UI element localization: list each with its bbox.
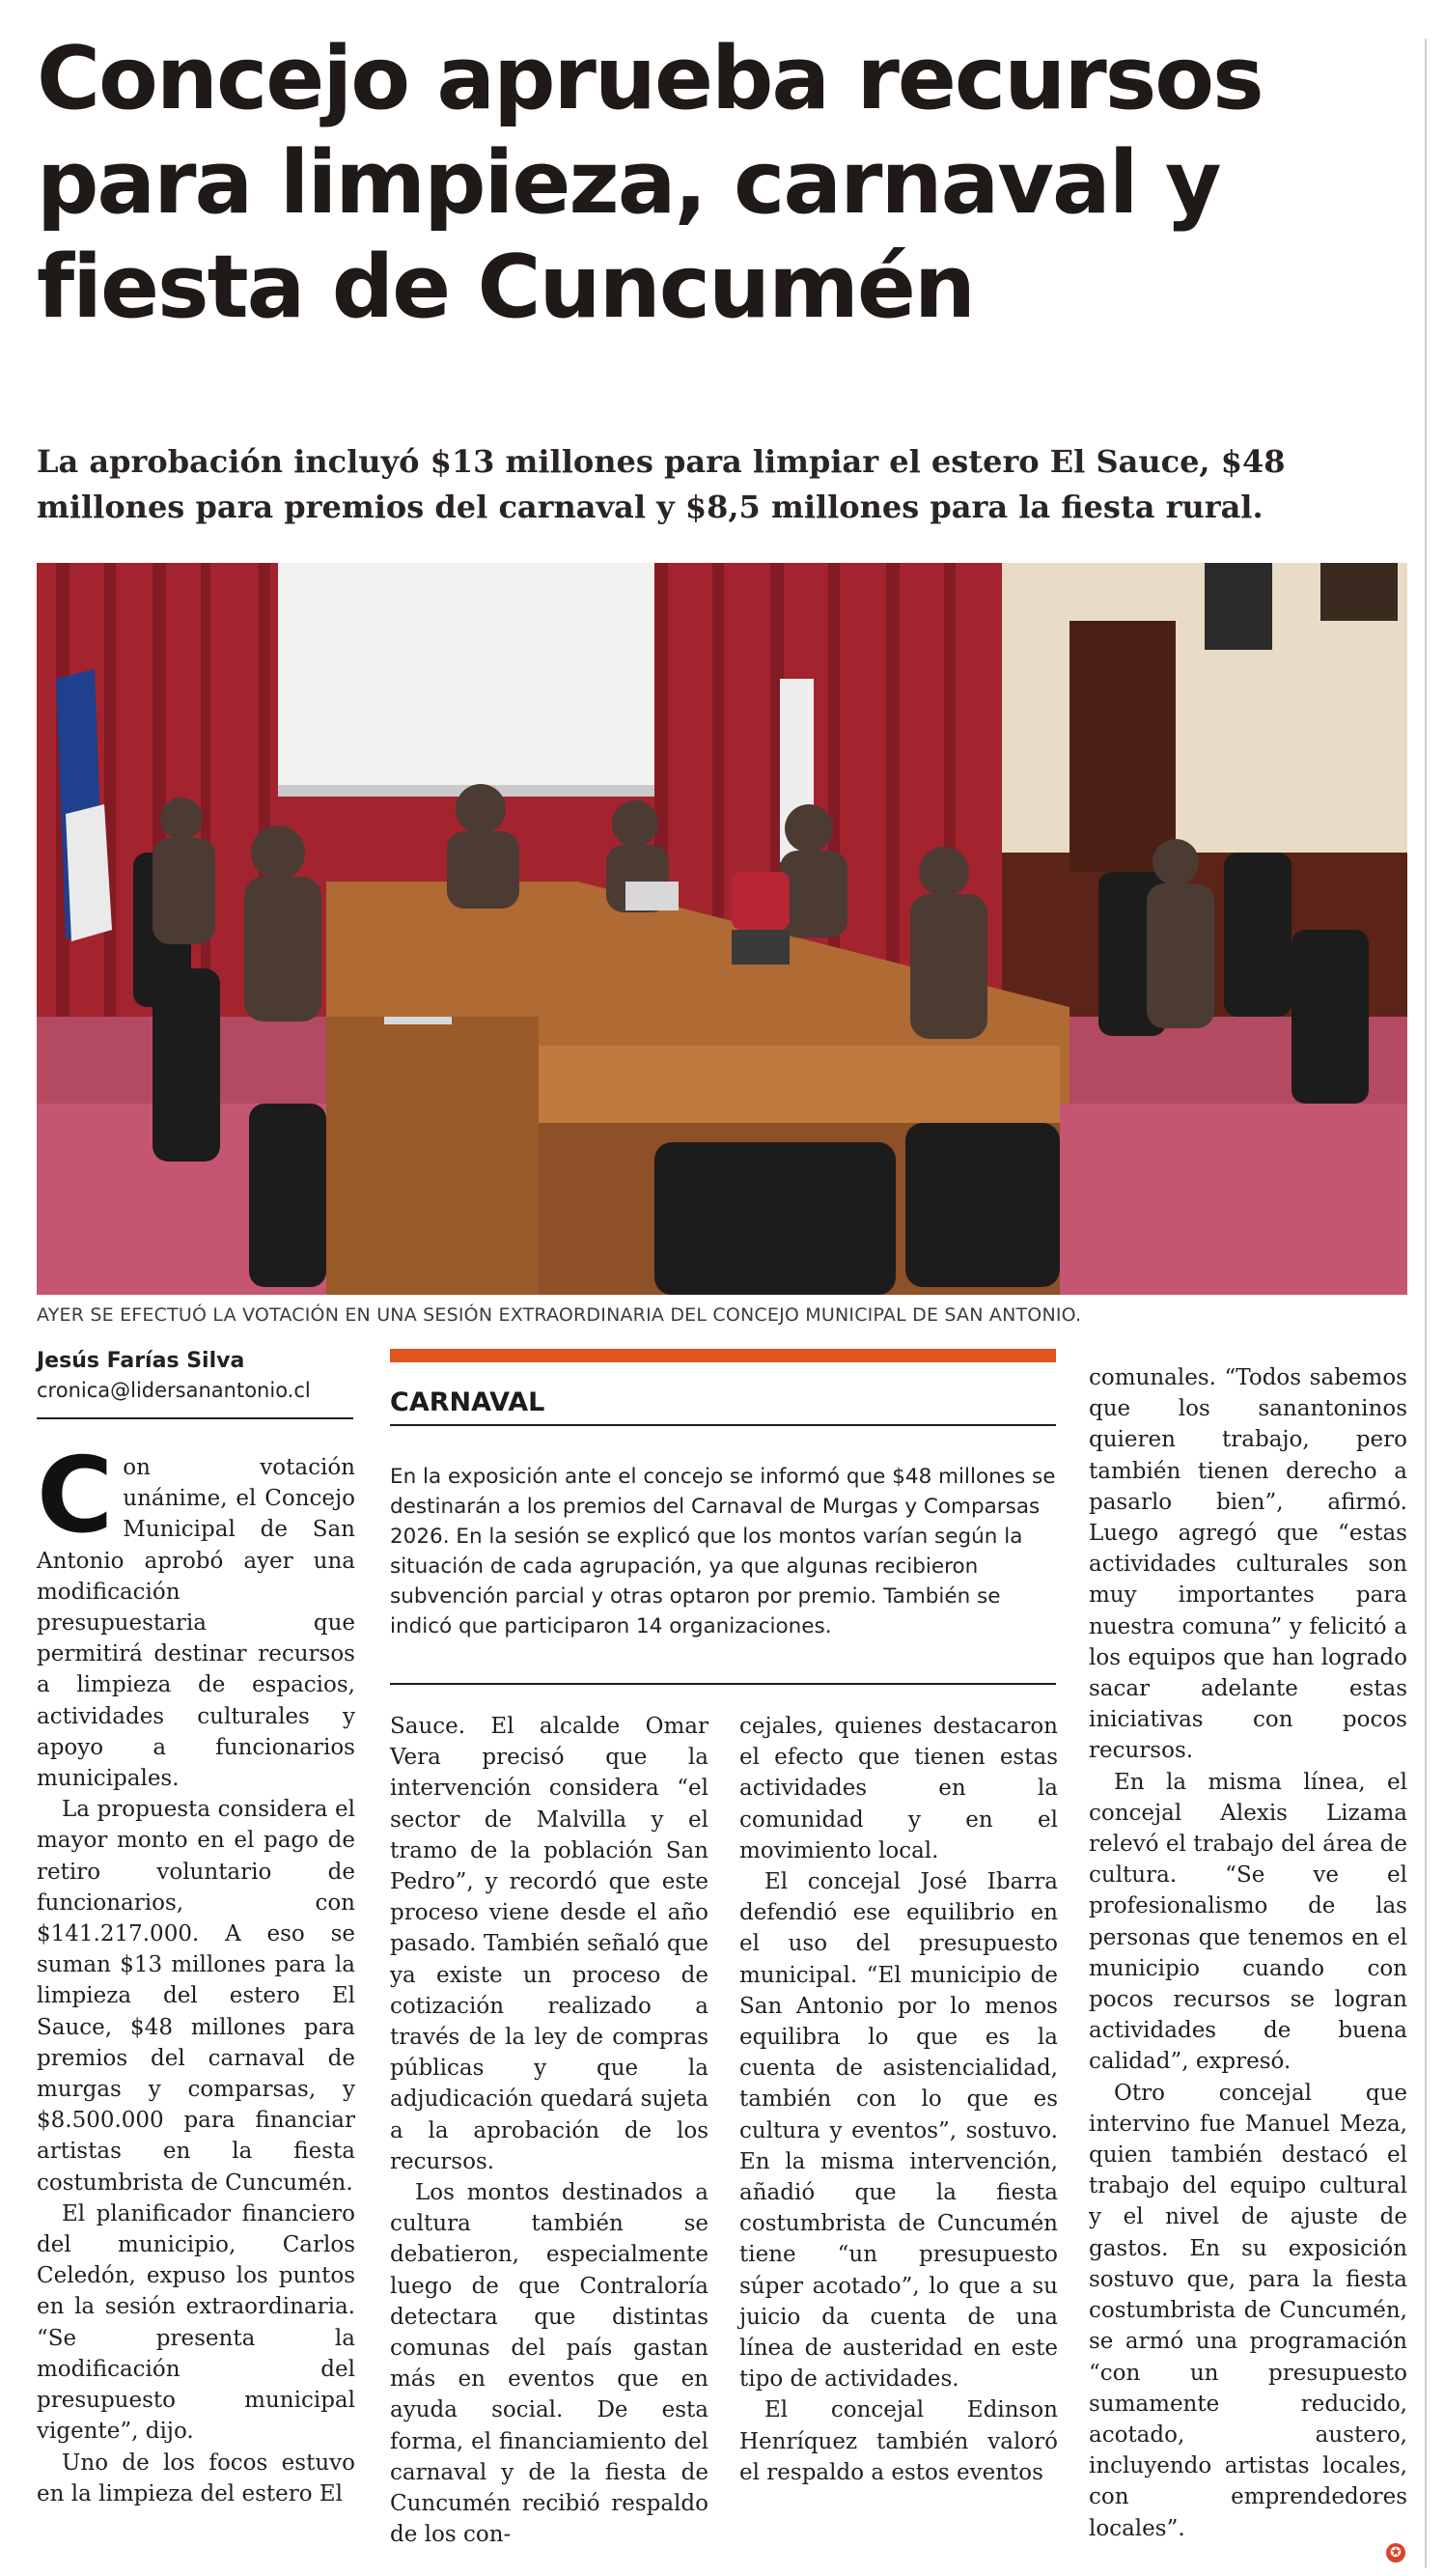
paragraph: El concejal José Ibarra defendió ese equilibrio en el uso del presupuesto municipal. “El municipio de San Antonio por lo menos equilibra lo que es la cuenta de asistencialidad, también con lo que es cultura y eventos”, sostuvo. En la misma intervención, añadió que la fiesta costumbrista de Cuncumén tiene “un presupuesto súper acotado”, lo que a su juicio da cuenta de una línea de austeridad en este tipo de actividades. [739, 1869, 1058, 2393]
page-edge-rule [1425, 39, 1427, 2568]
lead-paragraph-text: on votación unánime, el Concejo Municipal de San Antonio aprobó ayer una modificación presupuestaria que permitirá destinar recursos a limpieza de espacios, actividades culturales y apoyo a funcionarios municipales. [37, 1455, 355, 1792]
paragraph: El concejal Edinson Henríquez también valoró el respaldo a estos eventos [739, 2397, 1058, 2485]
drop-cap: C [37, 1436, 114, 1556]
paragraph: Los montos destinados a cultura también se debatieron, especialmente luego de que Contraloría detectara que distintas comunas del país gastan más en eventos que en ayuda social. De esta forma, el financiamiento del carnaval y de la fiesta de Cuncumén recibió respaldo de los con- [390, 2180, 708, 2548]
author-name: Jesús Farías Silva [37, 1349, 245, 1373]
article-headline: Concejo aprueba recursos para limpieza, carnaval y fiesta de Cuncumén [37, 28, 1263, 338]
paragraph: Otro concejal que intervino fue Manuel Meza, quien también destacó el trabajo del equipo cultural y el nivel de ajuste de gastos. En su exposición sostuvo que, para la fiesta costumbrista de Cuncumén, se armó una programación “con un presupuesto sumamente reducido, acotado, austero, incluyendo artistas locales, con emprendedores locales”. [1089, 2080, 1407, 2541]
photo-caption: AYER SE EFECTUÓ LA VOTACIÓN EN UNA SESIÓN EXTRAORDINARIA DEL CONCEJO MUNICIPAL DE SAN ANTONIO. [37, 1304, 1082, 1326]
article-column-1 [37, 1436, 355, 2509]
article-subhead: La aprobación incluyó $13 millones para limpiar el estero El Sauce, $48 millones para premios del carnaval y $8,5 millones para la fiesta rural. [37, 443, 1286, 525]
paragraph: Sauce. El alcalde Omar Vera precisó que la intervención considera “el sector de Malvilla y el tramo de la población San Pedro”, y recordó que este proceso viene desde el año pasado. También señaló que ya existe un proceso de cotización realizado a través de la ley de compras públicas y que la adjudicación quedará sujeta a la aprobación de los recursos. [390, 1714, 708, 2174]
byline-divider [37, 1417, 353, 1419]
council-session-photo [37, 563, 1407, 1295]
box-text: En la exposición ante el concejo se informó que $48 millones se destinarán a los premios del Carnaval de Murgas y Comparsas 2026. En la sesión se explicó que los montos varían según la situación de cada agrupación, ya que algunas recibieron subvención parcial y otras optaron por premio. También se indicó que participaron 14 organizaciones. [390, 1465, 1056, 1638]
paragraph: Uno de los focos estuvo en la limpieza del estero El [37, 2450, 355, 2506]
lead-paragraph [37, 1436, 355, 1794]
council-session-illustration [37, 563, 1407, 1295]
author-email[interactable]: cronica@lidersanantonio.cl [37, 1379, 311, 1402]
paragraph: comunales. “Todos sabemos que los sanantoninos quieren trabajo, pero también tienen derecho a pasarlo bien”, afirmó. Luego agregó que “estas actividades culturales son muy importantes para nuestra comuna” y felicitó a los equipos que han logrado sacar adelante estas iniciativas con pocos recursos. [1089, 1365, 1407, 1764]
article-column-2 [390, 1711, 708, 2550]
end-of-article-icon: ✪ [1386, 2543, 1405, 2562]
paragraph: En la misma línea, el concejal Alexis Lizama relevó el trabajo del área de cultura. “Se ve el profesionalismo de las personas que tenemos en el municipio cuando con pocos recursos se logran actividades de buena calidad”, expresó. [1089, 1769, 1407, 2075]
paragraph: cejales, quienes destacaron el efecto que tienen estas actividades en la comunidad y en el movimiento local. [739, 1714, 1058, 1863]
box-accent-bar [390, 1349, 1056, 1362]
box-title: CARNAVAL [390, 1387, 545, 1417]
paragraph: El planificador financiero del municipio, Carlos Celedón, expuso los puntos en la sesión extraordinaria. “Se presenta la modificación del presupuesto municipal vigente”, dijo. [37, 2200, 355, 2445]
article-column-4 [1089, 1362, 1407, 2544]
box-title-divider [390, 1424, 1056, 1426]
box-bottom-divider [390, 1683, 1056, 1685]
article-column-3 [739, 1711, 1058, 2488]
paragraph: La propuesta considera el mayor monto en el pago de retiro voluntario de funcionarios, con $141.217.000. A eso se suman $13 millones para la limpieza del estero El Sauce, $48 millones para premios del carnaval de murgas y comparsas, y $8.500.000 para financiar artistas en la fiesta costumbrista de Cuncumén. [37, 1797, 355, 2196]
